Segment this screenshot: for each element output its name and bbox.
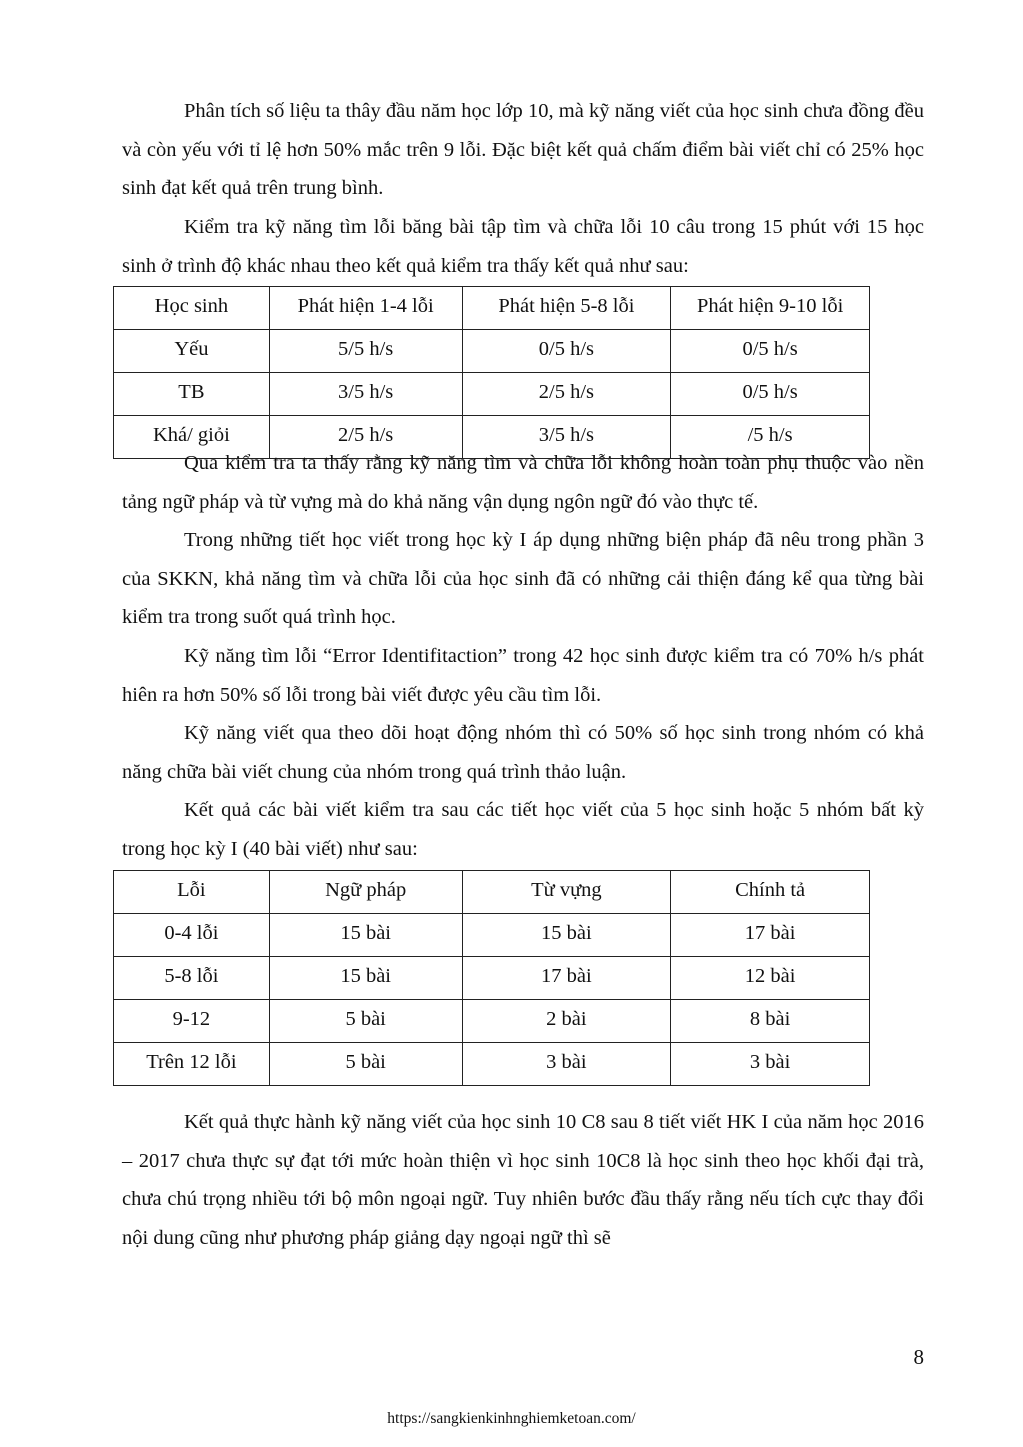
table-cell: 0/5 h/s: [671, 373, 870, 416]
table-cell: 3 bài: [462, 1043, 671, 1086]
table-cell: 12 bài: [671, 957, 870, 1000]
table-cell: Trên 12 lỗi: [114, 1043, 270, 1086]
table-row: [114, 914, 870, 957]
table-cell: 3/5 h/s: [269, 373, 462, 416]
table-cell: 2 bài: [462, 1000, 671, 1043]
table-cell: 2/5 h/s: [269, 416, 462, 459]
table-cell: Khá/ giỏi: [114, 416, 270, 459]
table-cell: Yếu: [114, 330, 270, 373]
paragraph-error-test-intro: Kiểm tra kỹ năng tìm lỗi băng bài tập tìm và chữa lỗi 10 câu trong 15 phút với 15 học sinh ở trình độ khác nhau theo kết quả kiểm tra thấy kết quả như sau:: [122, 216, 924, 277]
table-row: [114, 373, 870, 416]
table-cell: 0/5 h/s: [462, 330, 671, 373]
table-header-cell: Chính tả: [671, 871, 870, 914]
table-row: [114, 330, 870, 373]
table-cell: 15 bài: [269, 957, 462, 1000]
table-row: [114, 957, 870, 1000]
table-row: [114, 1000, 870, 1043]
table-cell: 15 bài: [269, 914, 462, 957]
table-header-cell: Phát hiện 1-4 lỗi: [269, 287, 462, 330]
table-header-cell: Phát hiện 9-10 lỗi: [671, 287, 870, 330]
paragraph-writing-results-intro: Kết quả các bài viết kiểm tra sau các tiết học viết của 5 học sinh hoặc 5 nhóm bất kỳ trong học kỳ I (40 bài viết) như sau:: [122, 799, 924, 860]
page-number: 8: [913, 1345, 924, 1369]
paragraph-conclusion-1: Qua kiểm tra ta thấy rằng kỹ năng tìm và chữa lỗi không hoàn toàn phụ thuộc vào nền tảng ngữ pháp và từ vựng mà do khả năng vận dụng ngôn ngữ đó vào thực tế.: [122, 452, 924, 513]
table-cell: 8 bài: [671, 1000, 870, 1043]
table-cell: 15 bài: [462, 914, 671, 957]
table-header-cell: Lỗi: [114, 871, 270, 914]
table-cell: 5-8 lỗi: [114, 957, 270, 1000]
table-cell: /5 h/s: [671, 416, 870, 459]
table-cell: 3 bài: [671, 1043, 870, 1086]
paragraph-practice-results: Kết quả thực hành kỹ năng viết của học sinh 10 C8 sau 8 tiết viết HK I của năm học 2016 – 2017 chưa thực sự đạt tới mức hoàn thiện vì học sinh 10C8 là học sinh theo học khối đại trà, chưa chú trọng nhiều tới bộ môn ngoại ngữ. Tuy nhiên bước đầu thấy rằng nếu tích cực thay đổi nội dung cũng như phương pháp giảng dạy ngoại ngữ thì sẽ: [122, 1111, 924, 1249]
table-cell: 5 bài: [269, 1043, 462, 1086]
table-header-cell: Học sinh: [114, 287, 270, 330]
table-header-row: [114, 287, 870, 330]
table-header-cell: Phát hiện 5-8 lỗi: [462, 287, 671, 330]
table-row: [114, 1043, 870, 1086]
table-cell: 0/5 h/s: [671, 330, 870, 373]
table-cell: 17 bài: [671, 914, 870, 957]
table-header-row: [114, 871, 870, 914]
table-cell: 5 bài: [269, 1000, 462, 1043]
table-cell: 5/5 h/s: [269, 330, 462, 373]
table-cell: 0-4 lỗi: [114, 914, 270, 957]
table-cell: TB: [114, 373, 270, 416]
footer-url: https://sangkienkinhnghiemketoan.com/: [387, 1410, 636, 1427]
table-header-cell: Ngữ pháp: [269, 871, 462, 914]
writing-errors-table: [113, 870, 870, 1086]
paragraph-error-identification: Kỹ năng tìm lỗi “Error Identifitaction” trong 42 học sinh được kiểm tra có 70% h/s phát hiên ra hơn 50% số lỗi trong bài viết được yêu cầu tìm lỗi.: [122, 645, 924, 706]
table-cell: 2/5 h/s: [462, 373, 671, 416]
paragraph-semester-improvement: Trong những tiết học viết trong học kỳ I áp dụng những biện pháp đã nêu trong phần 3 của SKKN, khả năng tìm và chữa lỗi của học sinh đã có những cải thiện đáng kể qua từng bài kiểm tra trong suốt quá trình học.: [122, 529, 924, 629]
table-cell: 3/5 h/s: [462, 416, 671, 459]
table-header-cell: Từ vựng: [462, 871, 671, 914]
table-cell: 17 bài: [462, 957, 671, 1000]
paragraph-data-analysis: Phân tích số liệu ta thây đầu năm học lớp 10, mà kỹ năng viết của học sinh chưa đồng đều và còn yếu với tỉ lệ hơn 50% mắc trên 9 lỗi. Đặc biệt kết quả chấm điểm bài viết chỉ có 25% học sinh đạt kết quả trên trung bình.: [122, 100, 924, 200]
table-cell: 9-12: [114, 1000, 270, 1043]
error-detection-table: [113, 286, 870, 459]
paragraph-group-work: Kỹ năng viết qua theo dõi hoạt động nhóm thì có 50% số học sinh trong nhóm có khả năng chữa bài viết chung của nhóm trong quá trình thảo luận.: [122, 722, 924, 783]
